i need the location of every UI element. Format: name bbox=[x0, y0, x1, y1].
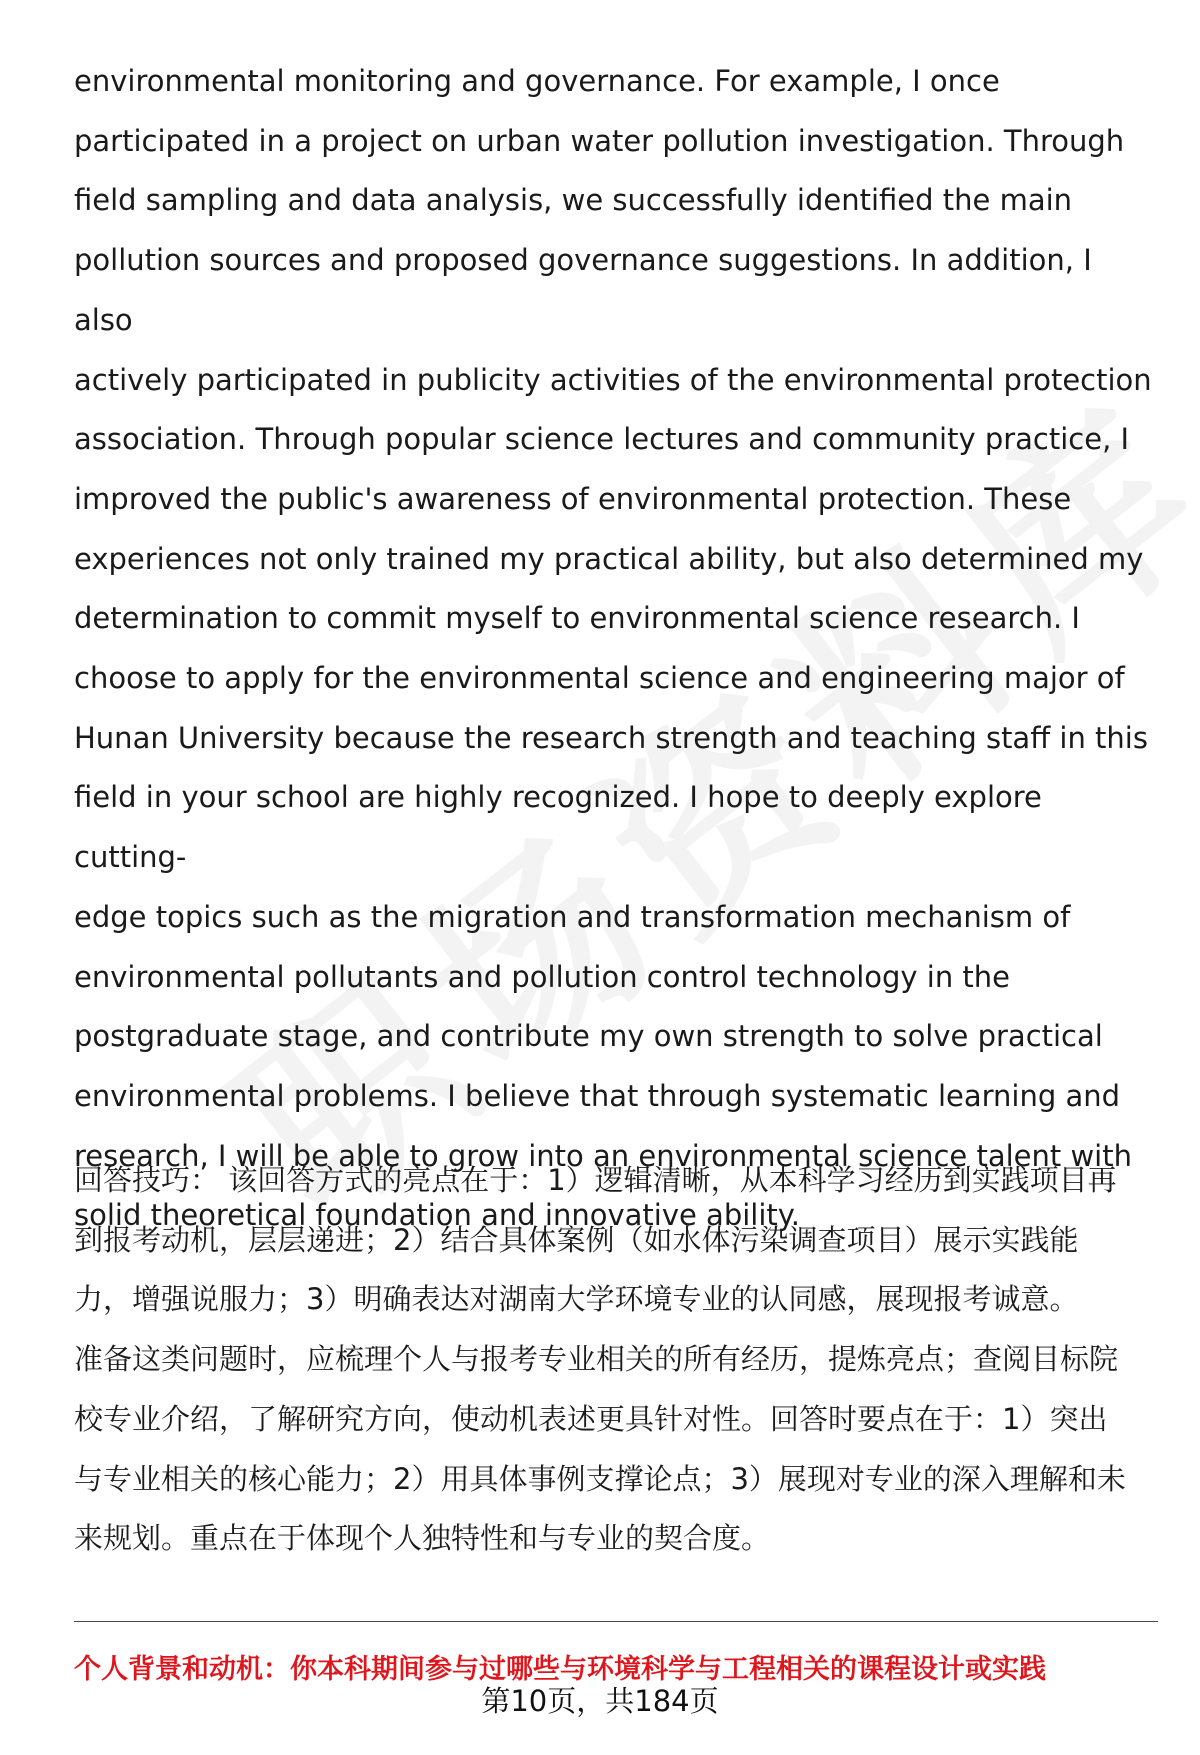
section-divider bbox=[74, 1621, 1158, 1622]
next-question-heading: 个人背景和动机：你本科期间参与过哪些与环境科学与工程相关的课程设计或实践 bbox=[74, 1654, 1046, 1685]
answer-tips-paragraph: 回答技巧： 该回答方式的亮点在于：1）逻辑清晰，从本科学习经历到实践项目再 到报考动机，层层递进；2）结合具体案例（如水体污染调查项目）展示实践能 力，增强说服力；3）明确表达对湖南大学环境专业的认同感，展现报考诚意。 准备这类问题时，应梳理个人与报考专业相关的所有经历，提炼亮点；查阅目标院 校专业介绍，了解研究方向，使动机表述更具针对性。回答时要点在于：1）突出 与专业相关的核心能力；2）用具体事例支撑论点；3）展现对专业的深入理解和未 来规划。重点在于体现个人独特性和与专业的契合度。 bbox=[74, 1163, 1126, 1556]
page-number-footer: 第10页，共184页 bbox=[481, 1684, 719, 1718]
answer-paragraph: environmental monitoring and governance. For example, I once participated in a project on urban water pollution investigation. Through field sampling and data analysis, we successfully identified the main pollution sources and proposed governance suggestions. In addition, I also actively participated in publicity activities of the environmental protection association. Through popular science lectures and community practice, I improved the public's awareness of environmental protection. These experiences not only trained my practical ability, but also determined my determination to commit myself to environmental science research. I choose to apply for the environmental science and engineering major of Hunan University because the research strength and teaching staff in this field in your school are highly recognized. I hope to deeply explore cutting- edge topics such as the migration and transformation mechanism of environmental pollutants and pollution control technology in the postgraduate stage, and contribute my own strength to solve practical environmental problems. I believe that through systematic learning and research, I will be able to grow into an environmental science talent with solid theoretical foundation and innovative ability. bbox=[74, 64, 1152, 1233]
